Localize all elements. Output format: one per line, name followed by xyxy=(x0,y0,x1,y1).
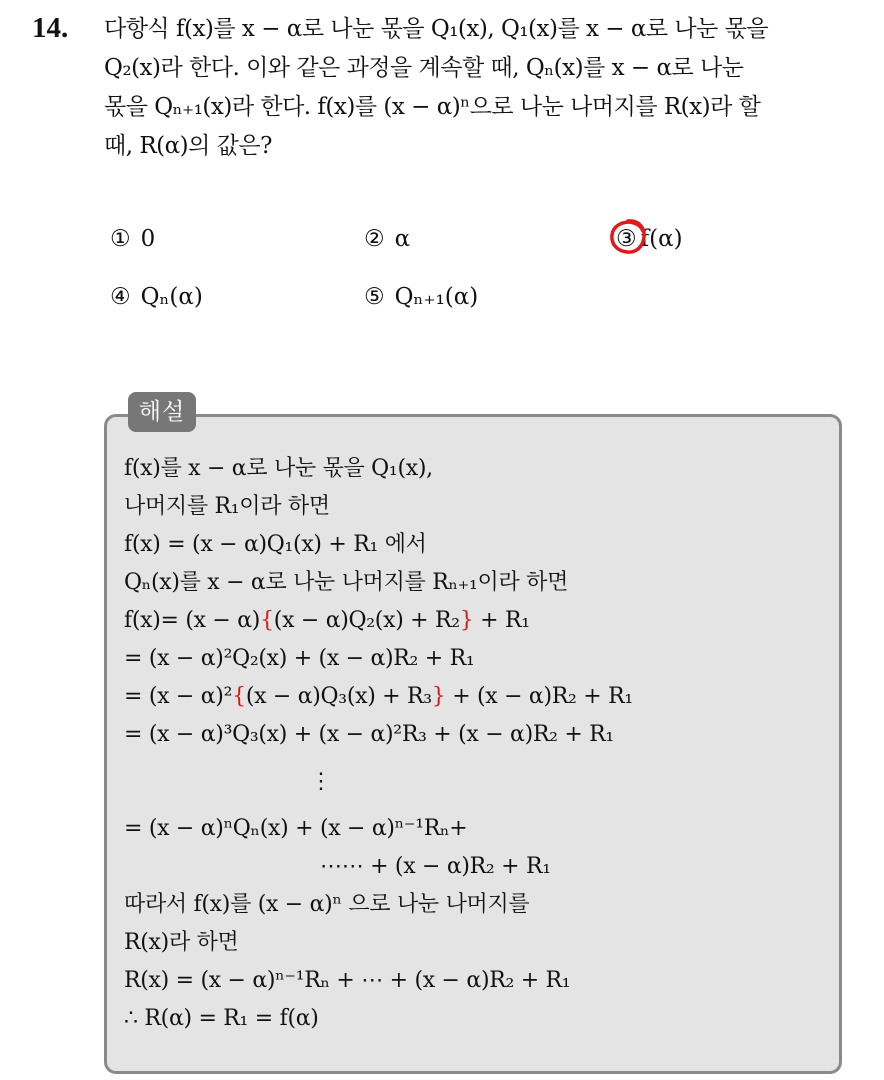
solution-line xyxy=(124,678,824,716)
expr-part: = (x − α)² xyxy=(124,684,233,709)
answer-circle-annotation xyxy=(608,217,648,257)
choice-mark xyxy=(616,224,637,254)
choice-mark: ④ xyxy=(110,284,131,310)
choice-text: 0 xyxy=(140,226,156,252)
solution-line: R(x)라 하면 xyxy=(124,930,239,955)
choice-text: f(α) xyxy=(640,226,683,252)
choice-mark: ⑤ xyxy=(364,284,385,310)
expr-part: (x − α)Q₃(x) + R₃ xyxy=(245,684,432,709)
solution-body xyxy=(124,450,824,1038)
choice-text: Qₙ₊₁(α) xyxy=(394,284,479,310)
expr-part: f(x)= (x − α) xyxy=(124,608,261,633)
question-text xyxy=(104,10,864,166)
red-brace-close: } xyxy=(459,608,474,633)
question-line: 때, R(α)의 값은? xyxy=(104,133,272,159)
choice-text: Qₙ(α) xyxy=(140,284,203,310)
solution-line: = (x − α)²Q₂(x) + (x − α)R₂ + R₁ xyxy=(124,646,475,671)
choice-2[interactable] xyxy=(364,224,410,254)
solution-line: f(x)를 x − α로 나눈 몫을 Q₁(x), xyxy=(124,456,433,481)
choice-5[interactable] xyxy=(364,282,478,312)
solution-line: 따라서 f(x)를 (x − α)ⁿ 으로 나눈 나머지를 xyxy=(124,892,530,917)
solution-line: = (x − α)ⁿQₙ(x) + (x − α)ⁿ⁻¹Rₙ+ xyxy=(124,816,468,841)
question-line: 다항식 f(x)를 x − α로 나눈 몫을 Q₁(x), Q₁(x)를 x − α로 나눈 몫을 xyxy=(104,16,769,42)
solution-line: = (x − α)³Q₃(x) + (x − α)²R₃ + (x − α)R₂ + R₁ xyxy=(124,722,614,747)
choice-mark: ① xyxy=(110,226,131,252)
solution-line: ⋯⋯ + (x − α)R₂ + R₁ xyxy=(320,854,551,879)
question-line: Q₂(x)라 한다. 이와 같은 과정을 계속할 때, Qₙ(x)를 x − α로 나눈 xyxy=(104,55,744,81)
solution-line: Qₙ(x)를 x − α로 나눈 나머지를 Rₙ₊₁이라 하면 xyxy=(124,570,569,595)
choice-3[interactable] xyxy=(616,224,683,254)
choice-text: α xyxy=(394,226,411,252)
solution-line xyxy=(124,602,824,640)
expr-part: (x − α)Q₂(x) + R₂ xyxy=(273,608,460,633)
solution-conclusion: ∴ R(α) = R₁ = f(α) xyxy=(124,1006,319,1031)
choice-4[interactable] xyxy=(110,282,203,312)
solution-line: f(x) = (x − α)Q₁(x) + R₁ 에서 xyxy=(124,532,427,557)
red-brace-open: { xyxy=(260,608,274,633)
question-line: 몫을 Qₙ₊₁(x)라 한다. f(x)를 (x − α)ⁿ으로 나눈 나머지를 R(x)라 할 xyxy=(104,94,761,120)
solution-line: R(x) = (x − α)ⁿ⁻¹Rₙ + ⋯ + (x − α)R₂ + R₁ xyxy=(124,968,571,993)
choice-mark-glyph: ③ xyxy=(616,226,637,252)
red-brace-close: } xyxy=(431,684,446,709)
solution-line: 나머지를 R₁이라 하면 xyxy=(124,494,330,519)
expr-part: + (x − α)R₂ + R₁ xyxy=(445,684,633,709)
question-number: 14. xyxy=(32,12,69,44)
expr-part: + R₁ xyxy=(473,608,530,633)
choice-mark: ② xyxy=(364,226,385,252)
choice-1[interactable] xyxy=(110,224,155,254)
vertical-ellipsis: ⋮ xyxy=(310,769,332,794)
red-brace-open: { xyxy=(232,684,246,709)
solution-label: 해설 xyxy=(128,392,196,432)
